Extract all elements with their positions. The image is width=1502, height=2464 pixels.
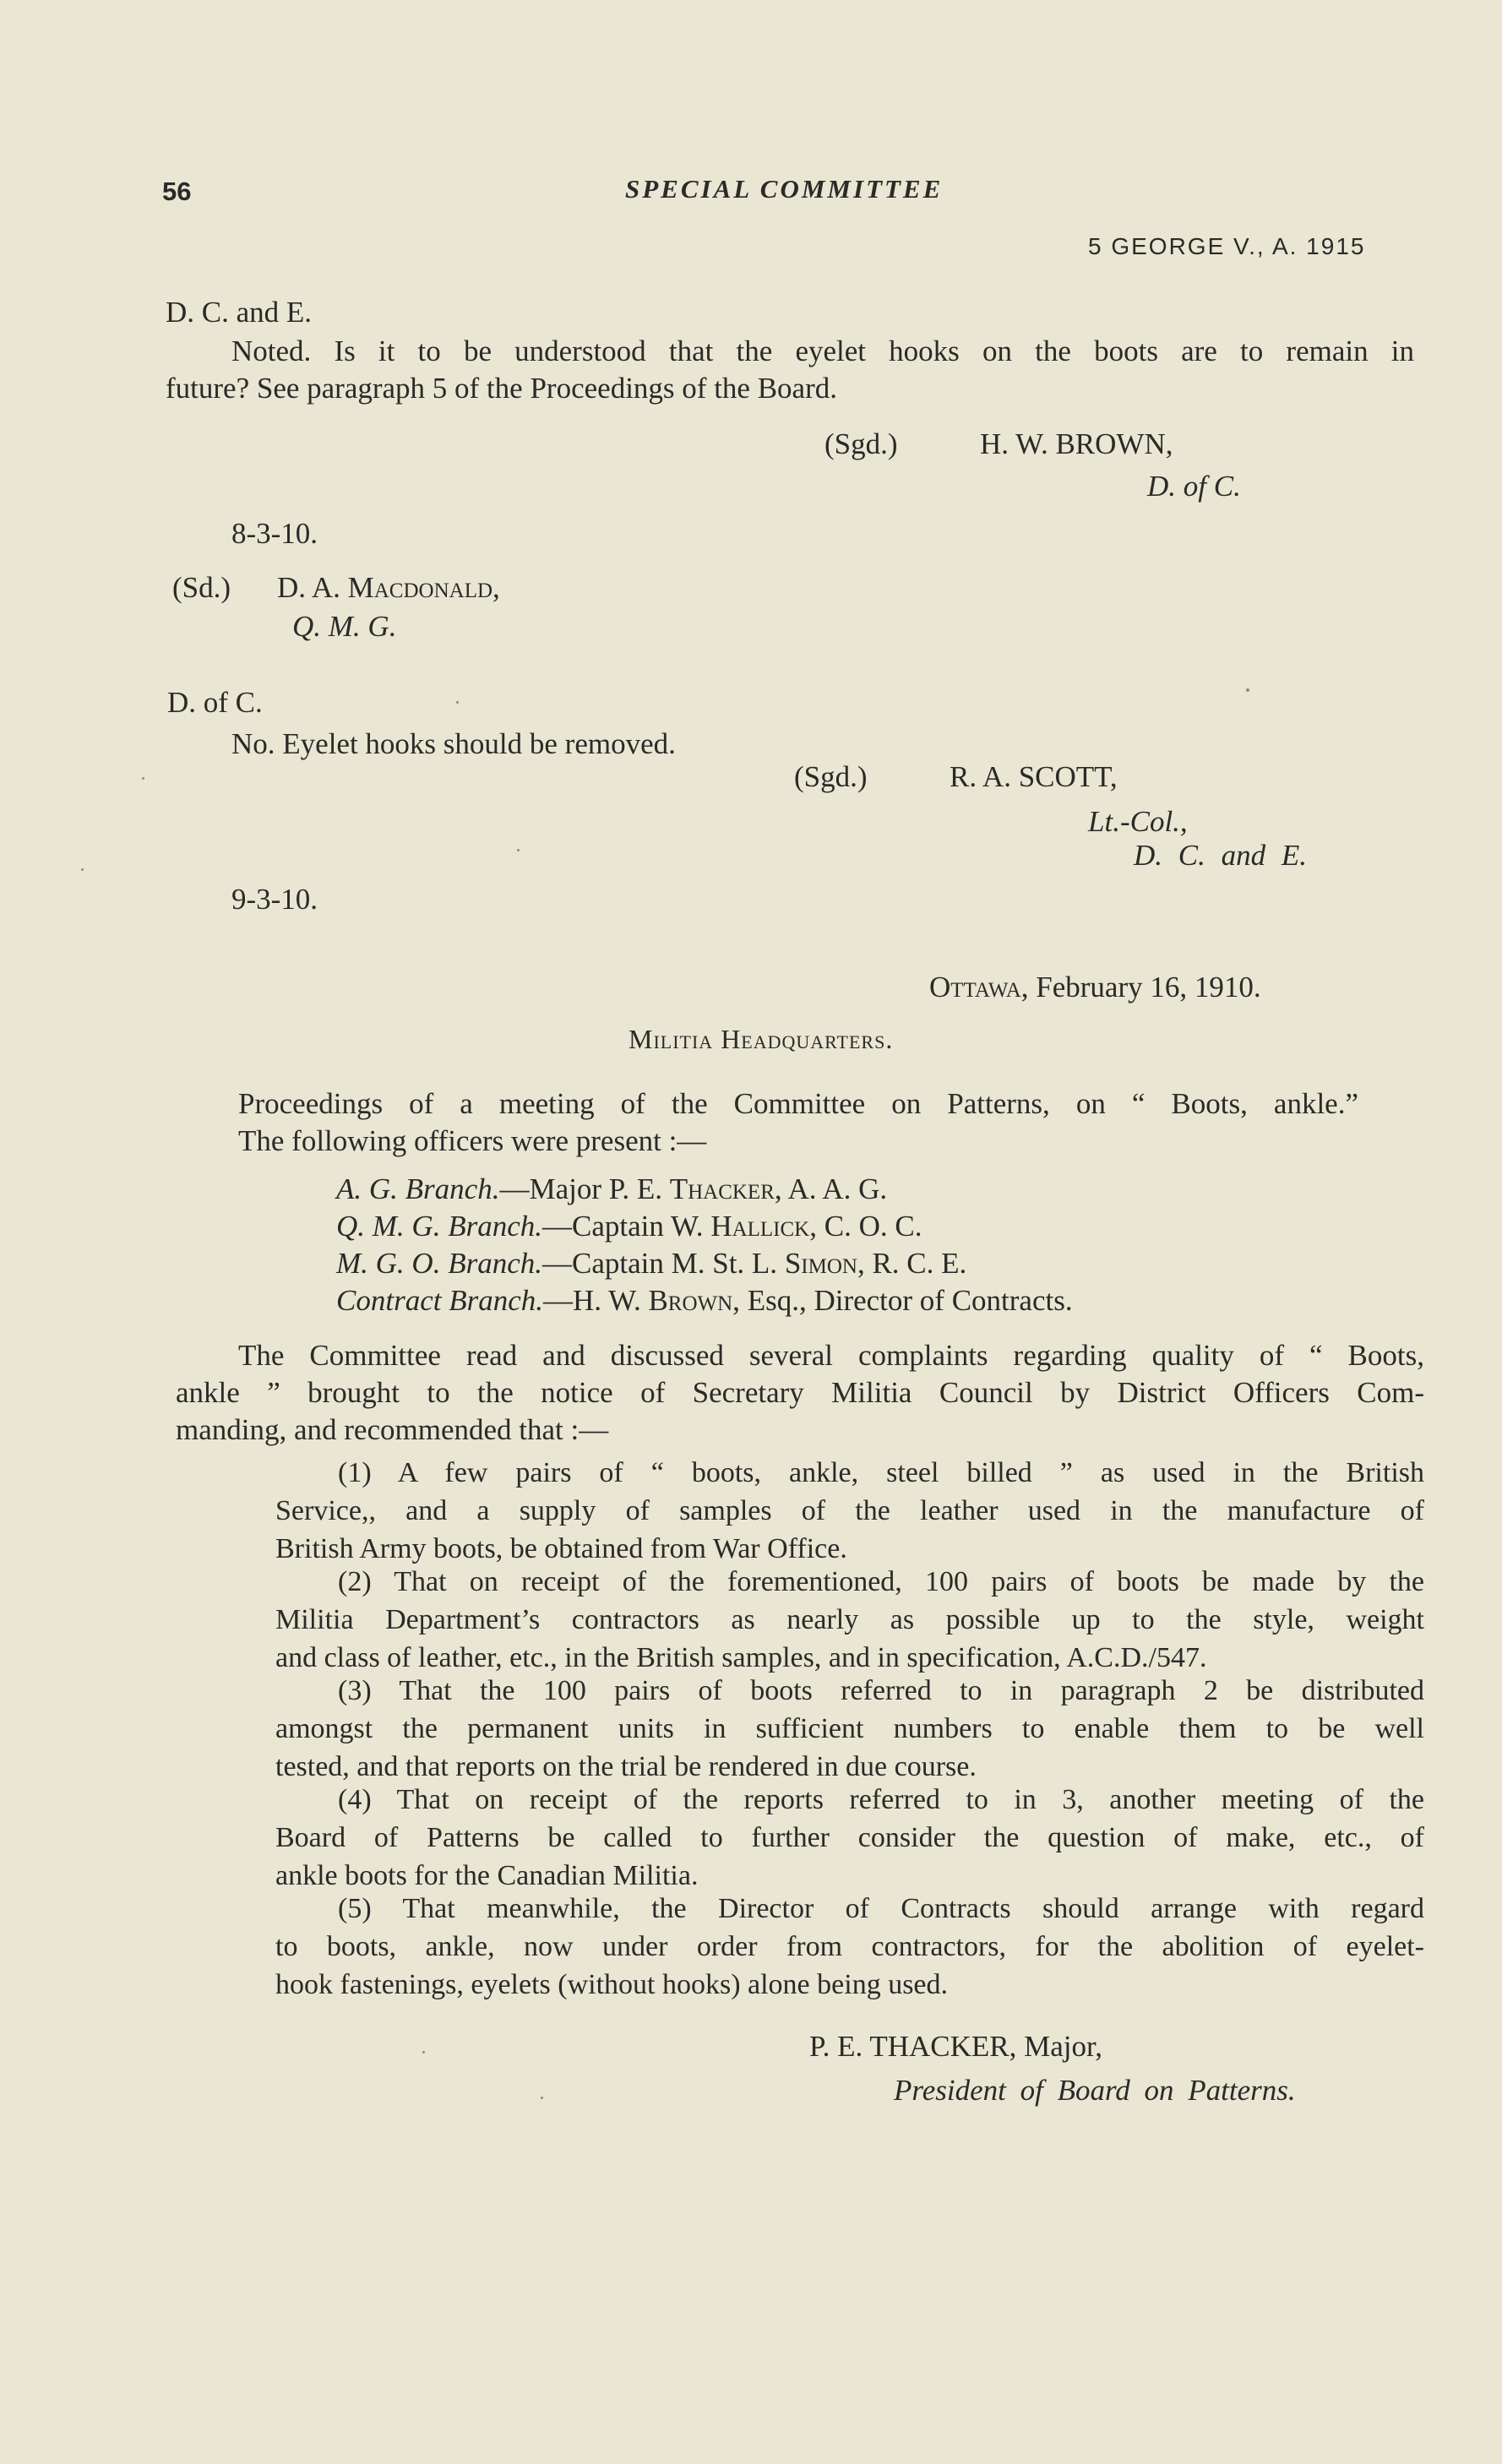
paper-speck (541, 2097, 543, 2099)
text-line: British Army boots, be obtained from War Office. (275, 1533, 847, 1564)
minute2-sd: (Sd.) (172, 571, 231, 604)
text-line: (5) That meanwhile, the Director of Contracts should arrange with regard (338, 1893, 1424, 1924)
text-line: manding, and recommended that :— (176, 1413, 609, 1446)
text-line: Board of Patterns be called to further consider the question of make, etc., of (275, 1822, 1424, 1853)
minute3-sgd: (Sgd.) (794, 760, 868, 793)
text-line: Service,, and a supply of samples of the leather used in the manufacture of (275, 1495, 1424, 1526)
officer-post: Esq., Director of Contracts. (739, 1284, 1073, 1317)
section-heading: Militia Headquarters. (629, 1024, 894, 1054)
recommendation-item (275, 1563, 1424, 1677)
minute3-date: 9-3-10. (231, 883, 318, 916)
officer-line (336, 1281, 1073, 1319)
minute1-addressee: D. C. and E. (166, 296, 313, 329)
recommendation-item (275, 1454, 1424, 1568)
minute3-addressee: D. of C. (167, 686, 263, 719)
signer-prefix: D. A. (277, 571, 348, 604)
minute1-signer: H. W. BROWN, (980, 427, 1173, 460)
paper-speck (1246, 688, 1249, 692)
officer-pre: —Major P. E. (499, 1172, 670, 1205)
paper-speck (456, 701, 459, 704)
officer-line (336, 1207, 922, 1245)
running-title: SPECIAL COMMITTEE (625, 174, 944, 204)
text-line: ankle boots for the Canadian Militia. (275, 1860, 699, 1891)
officer-post: R. C. E. (864, 1247, 967, 1280)
text-line: Militia Department’s contractors as nearly as possible up to the style, weight (275, 1604, 1424, 1635)
recommendation-item (275, 1890, 1424, 2004)
officer-branch: Q. M. G. Branch. (336, 1210, 542, 1243)
signer-name: Macdonald, (347, 571, 500, 604)
officer-line (336, 1170, 887, 1208)
minute1-date: 8-3-10. (231, 517, 318, 550)
officer-branch: A. G. Branch. (336, 1172, 500, 1205)
minute3-rank: Lt.-Col., (1088, 805, 1188, 838)
officer-name: Thacker, (669, 1172, 782, 1205)
minute3-text: No. Eyelet hooks should be removed. (231, 727, 676, 760)
closing-signer: P. E. THACKER, Major, (809, 2030, 1102, 2063)
officer-branch: Contract Branch. (336, 1284, 543, 1317)
text-line: future? See paragraph 5 of the Proceedings of the Board. (166, 372, 837, 405)
minute2-signer-title: Q. M. G. (292, 610, 397, 643)
text-line: (3) That the 100 pairs of boots referred to in paragraph 2 be distributed (338, 1675, 1424, 1706)
officer-post: C. O. C. (817, 1210, 922, 1243)
text-line: ankle ” brought to the notice of Secretary Militia Council by District Officers Com- (176, 1376, 1424, 1409)
officer-pre: —Captain W. (542, 1210, 711, 1243)
text-line: The following officers were present :— (238, 1124, 707, 1157)
officer-post: A. A. G. (781, 1172, 888, 1205)
officer-name: Simon, (784, 1247, 865, 1280)
officer-name: Brown, (648, 1284, 740, 1317)
page-number: 56 (162, 177, 192, 206)
dateline (929, 968, 1261, 1006)
text-line: hook fastenings, eyelets (without hooks) alone being used. (275, 1969, 949, 2000)
paper-speck (517, 849, 520, 851)
text-line: (2) That on receipt of the forementioned, 100 pairs of boots be made by the (338, 1566, 1424, 1597)
dateline-date: February 16, 1910. (1036, 971, 1261, 1004)
officer-pre: —Captain M. St. L. (542, 1247, 785, 1280)
minute2-signer (277, 568, 500, 606)
text-line: (1) A few pairs of “ boots, ankle, steel billed ” as used in the British (338, 1457, 1424, 1488)
session-label: 5 GEORGE V., A. 1915 (1088, 233, 1366, 259)
dateline-place: Ottawa, (929, 971, 1029, 1004)
recommendation-item (275, 1781, 1424, 1895)
paper-speck (422, 2051, 425, 2053)
officer-name: Hallick, (710, 1210, 817, 1243)
officer-pre: —H. W. (542, 1284, 649, 1317)
body-paragraph (176, 1337, 1424, 1449)
recommendation-item (275, 1672, 1424, 1786)
officer-branch: M. G. O. Branch. (336, 1247, 542, 1280)
minute1-signer-title: D. of C. (1147, 470, 1241, 503)
paper-speck (81, 868, 84, 871)
minute1-sgd: (Sgd.) (824, 427, 898, 460)
text-line: (4) That on receipt of the reports referred to in 3, another meeting of the (338, 1784, 1424, 1815)
text-line: Noted. Is it to be understood that the eyelet hooks on the boots are to remain in (231, 335, 1414, 367)
text-line: amongst the permanent units in sufficient numbers to enable them to be well (275, 1713, 1424, 1744)
minute3-signer: R. A. SCOTT, (950, 760, 1118, 793)
closing-title: President of Board on Patterns. (894, 2074, 1296, 2107)
text-line: to boots, ankle, now under order from contractors, for the abolition of eyelet- (275, 1931, 1424, 1962)
minute1-text (166, 333, 1414, 407)
officer-line (336, 1244, 966, 1282)
text-line: Proceedings of a meeting of the Committee on Patterns, on “ Boots, ankle.” (238, 1087, 1358, 1120)
paper-speck (142, 777, 144, 780)
text-line: and class of leather, etc., in the British samples, and in specification, A.C.D./547. (275, 1642, 1207, 1673)
text-line: tested, and that reports on the trial be rendered in due course. (275, 1751, 977, 1782)
minute3-office: D. C. and E. (1134, 839, 1307, 872)
text-line: The Committee read and discussed several complaints regarding quality of “ Boots, (238, 1339, 1424, 1372)
intro-paragraph (238, 1085, 1358, 1160)
